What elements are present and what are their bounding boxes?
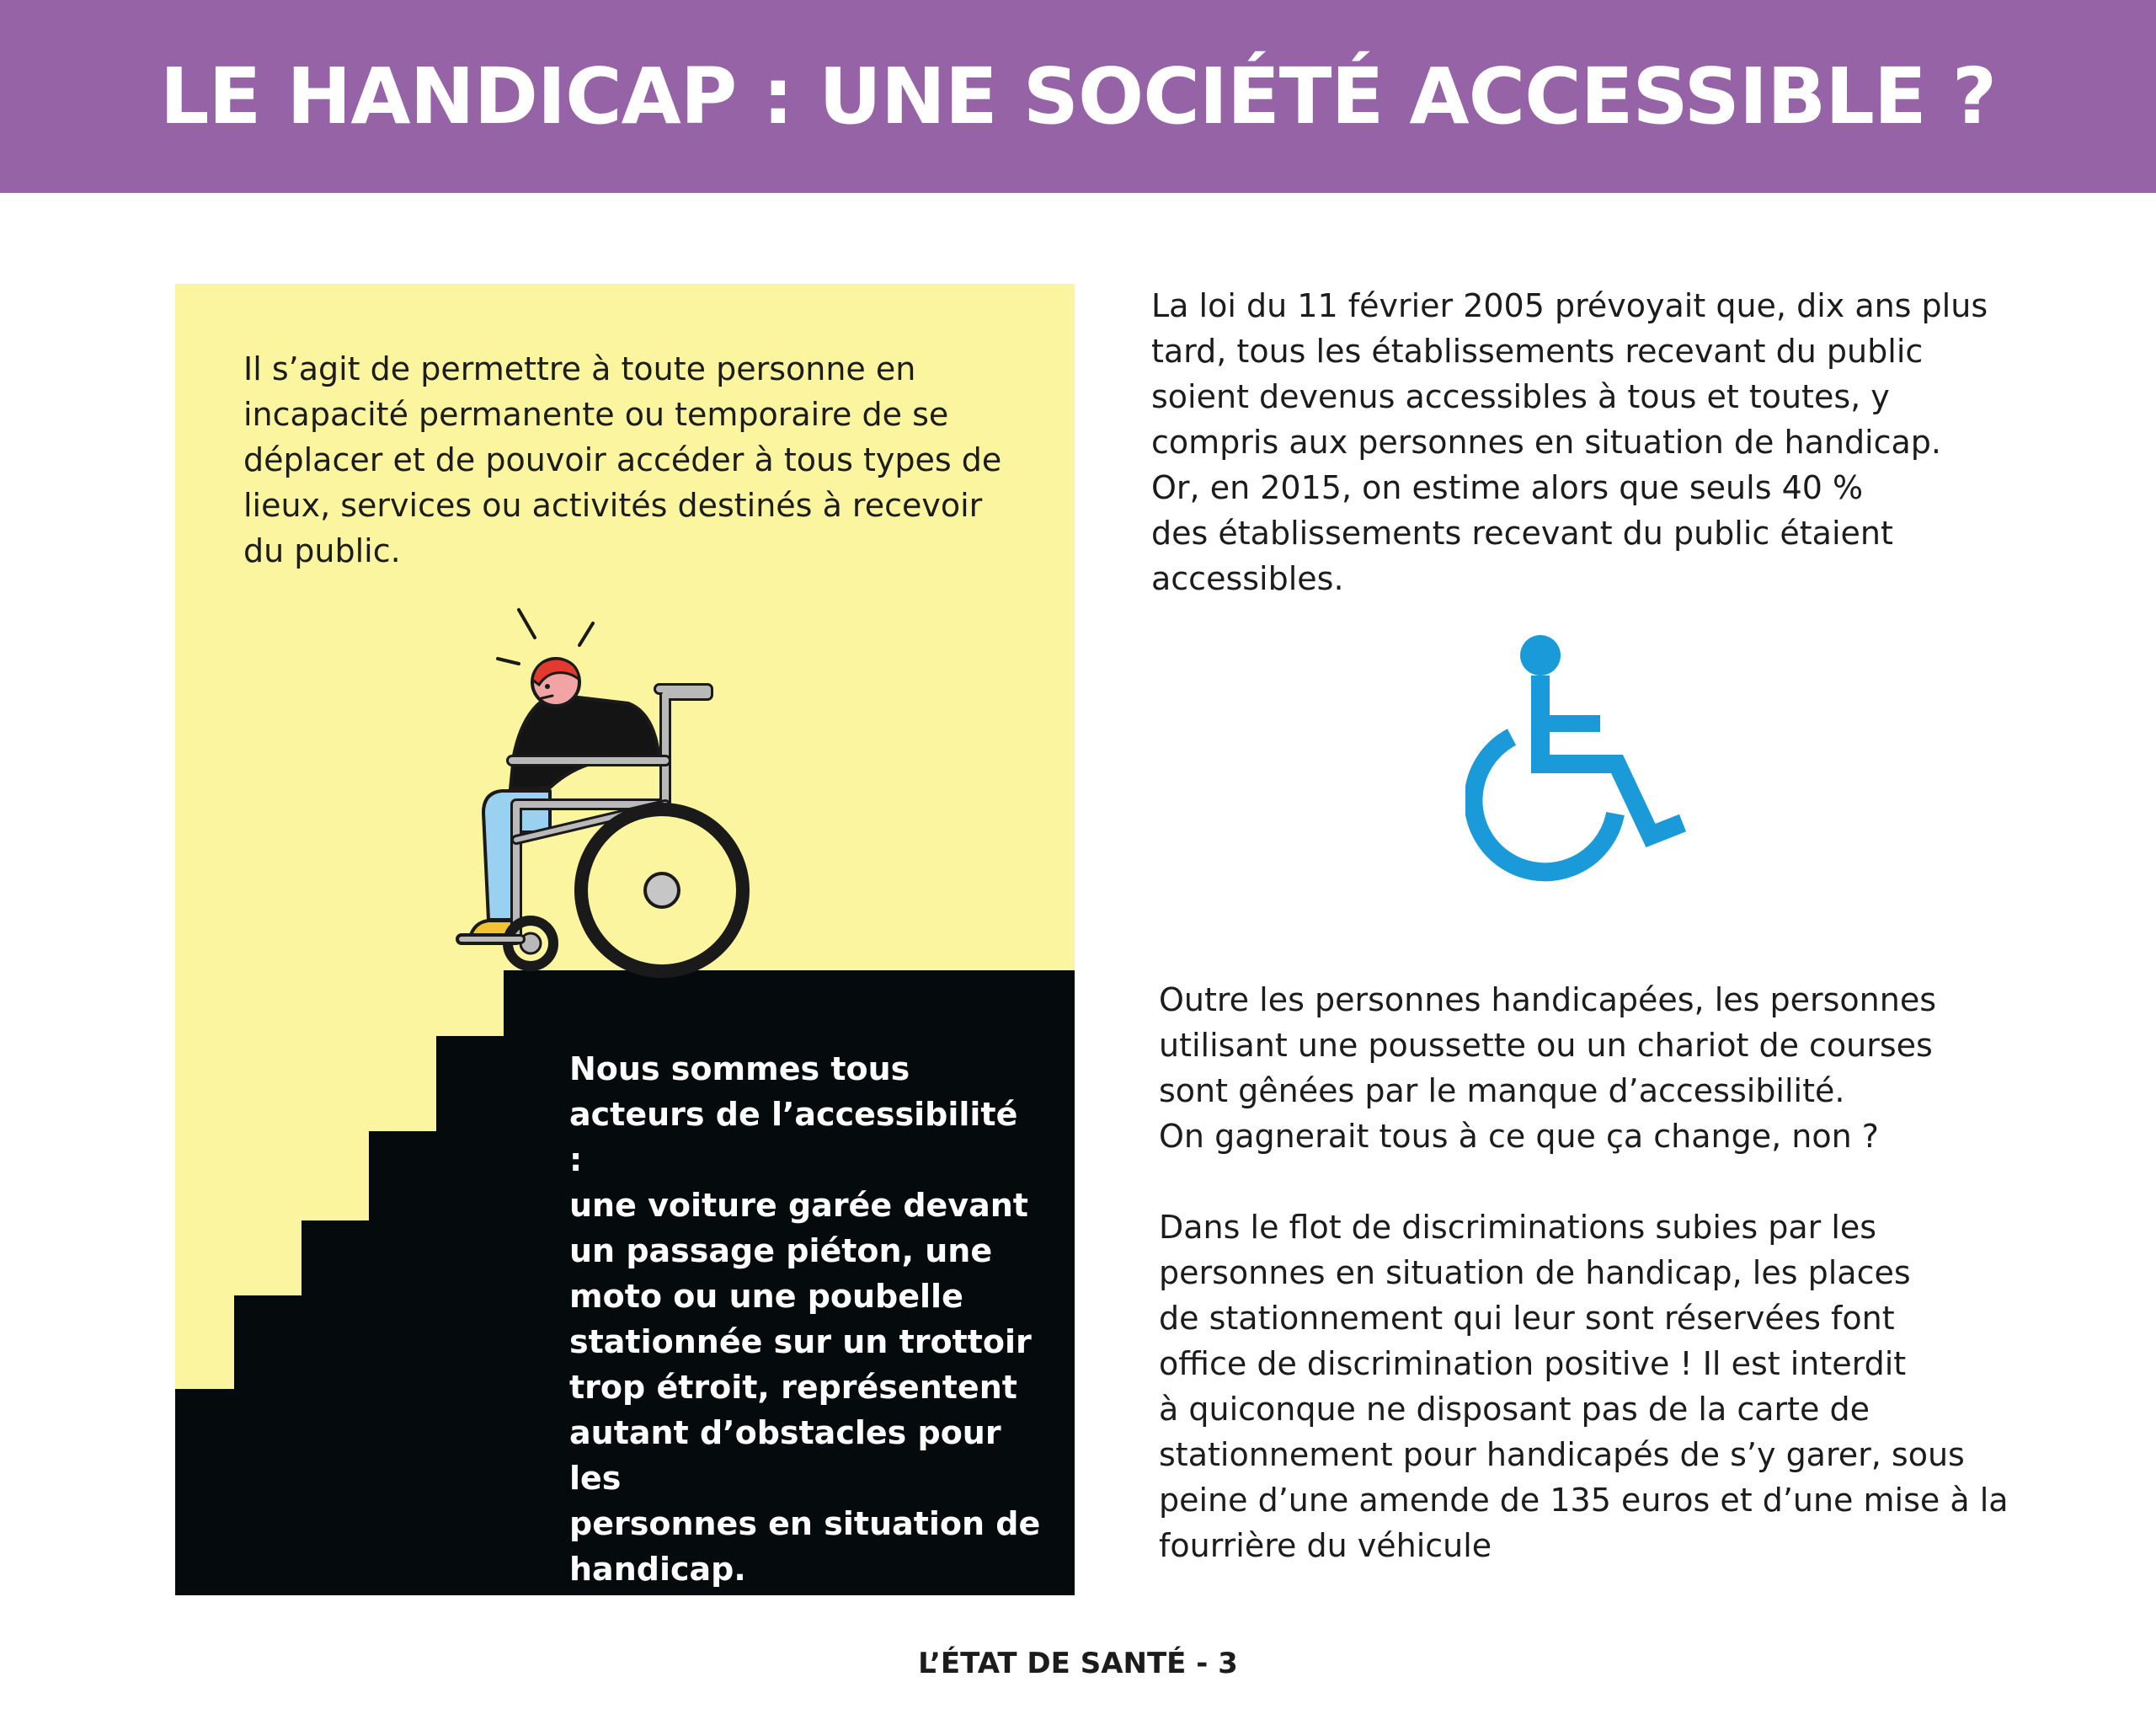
person-eye	[545, 684, 550, 689]
surprise-lines	[498, 610, 593, 664]
strollers-paragraph: Outre les personnes handicapées, les personnes utilisant une poussette ou un chariot de courses sont gênées par le manque d’accessibilité. On gagnerait tous à ce que ça change, non ?	[1159, 981, 1937, 1155]
page-footer: L’ÉTAT DE SANTÉ - 3	[918, 1647, 1238, 1680]
title-banner	[0, 0, 2156, 193]
page-title: LE HANDICAP : UNE SOCIÉTÉ ACCESSIBLE ?	[159, 51, 1997, 142]
stairs-paragraph: Nous sommes tous acteurs de l’accessibilité : une voiture garée devant un passage piéton, une moto ou une poubelle stationnée sur un trottoir trop étroit, représentent autant d’obstacles pour les personnes en situation de handicap.	[569, 1050, 1041, 1588]
person-torso	[510, 695, 659, 789]
illustration-panel	[175, 284, 1075, 1595]
wheelchair-hub	[645, 873, 679, 907]
law-paragraph: La loi du 11 février 2005 prévoyait que, dix ans plus tard, tous les établissements recevant du public soient devenus accessibles à tous et toutes, y compris aux personnes en situation de handicap. Or, en 2015, on estime alors que seuls 40 % des établissements recevant du public étaient accessibles.	[1151, 287, 1988, 597]
wheelchair-accessibility-icon	[1465, 633, 1693, 886]
discrimination-paragraph: Dans le flot de discriminations subies par les personnes en situation de handicap, les places de stationnement qui leur sont réservées font office de discrimination positive ! Il est interdit à quiconque ne disposant pas de la carte de stationnement pour handicapés de s’y garer, sous peine d’une amende de 135 euros et d’une mise à la fourrière du véhicule	[1159, 1209, 2009, 1564]
intro-paragraph: Il s’agit de permettre à toute personne en incapacité permanente ou temporaire de se déplacer et de pouvoir accéder à tous types de lieux, services ou activités destinés à recevoir du public.	[243, 350, 1002, 569]
